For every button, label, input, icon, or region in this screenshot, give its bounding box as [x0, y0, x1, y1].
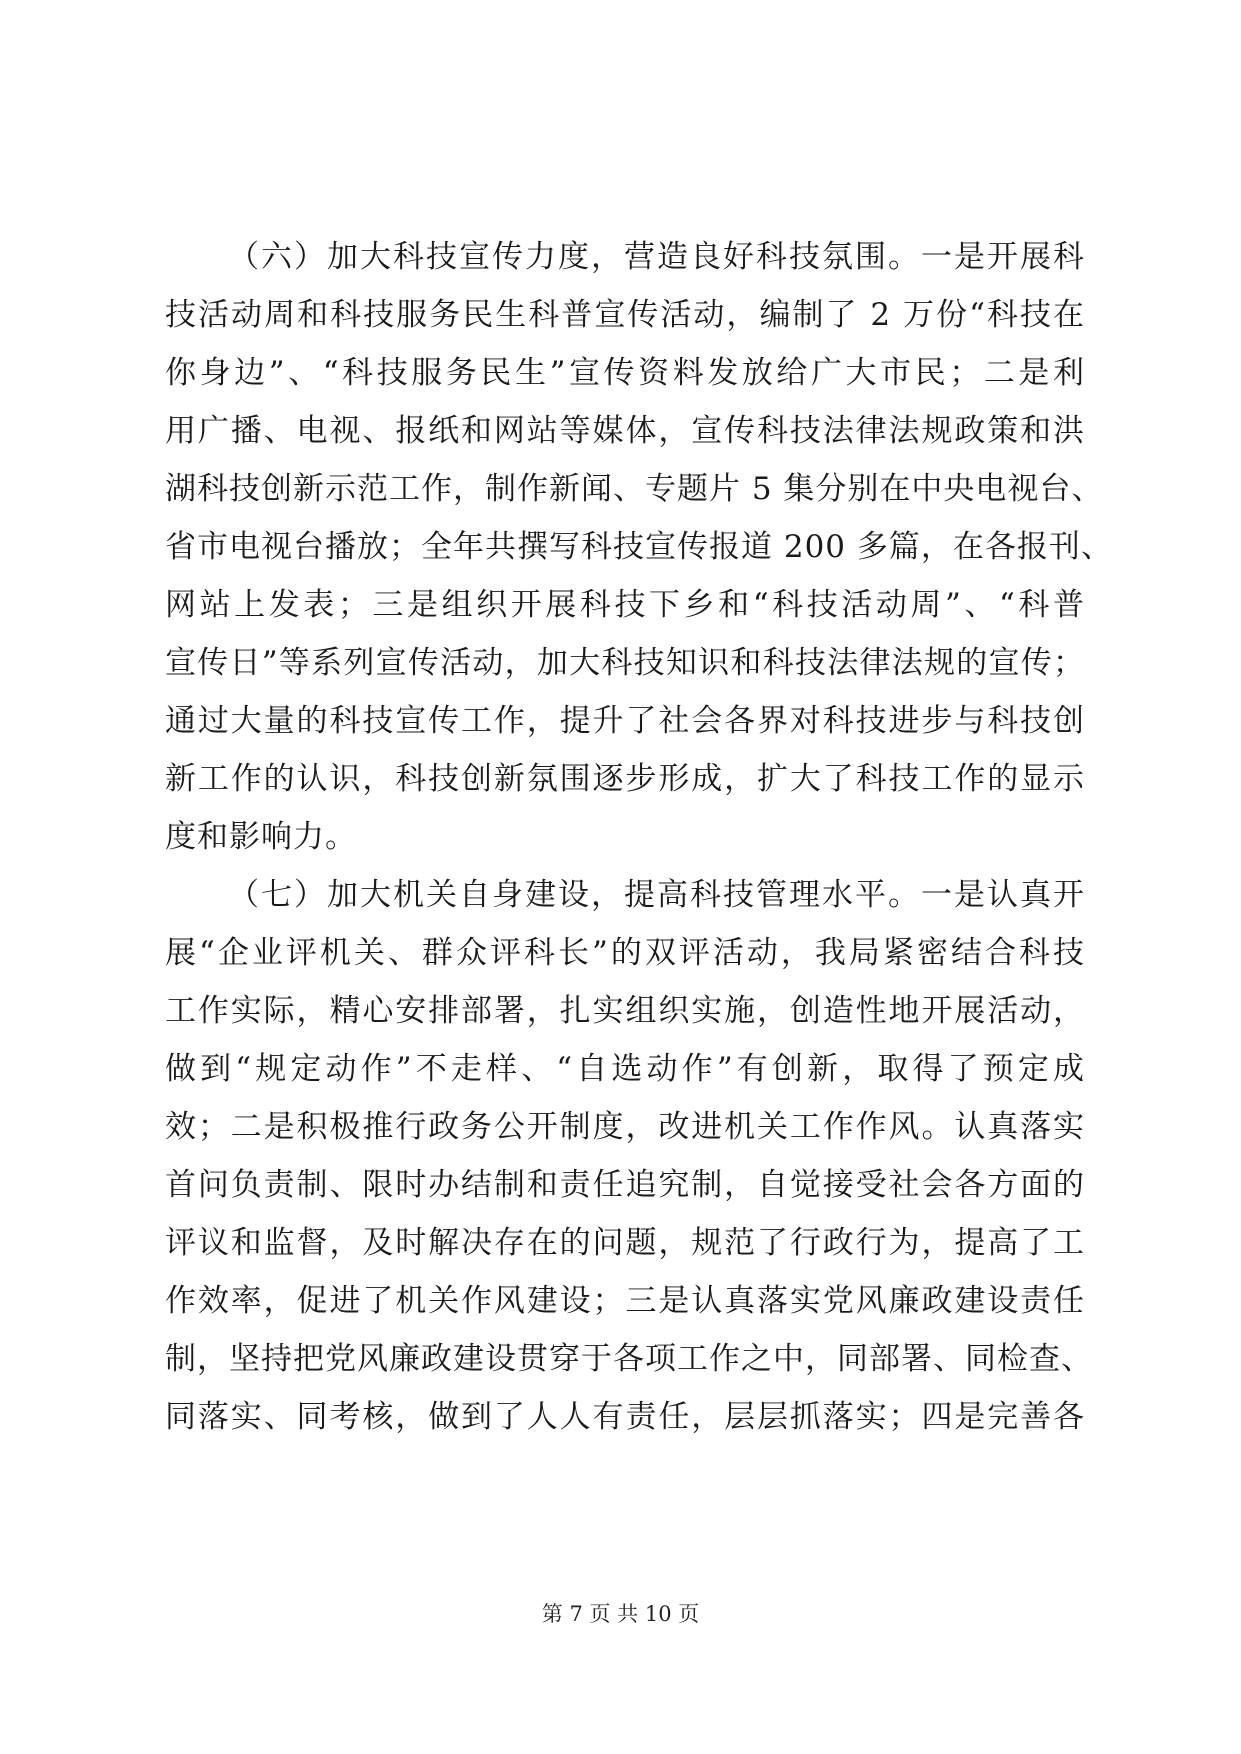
text-line: 通过大量的科技宣传工作，提升了社会各界对科技进步与科技创 — [165, 703, 1085, 739]
text-line: 你身边”、“科技服务民生”宣传资料发放给广大市民；二是利 — [165, 355, 1085, 391]
text-line: 度和影响力。 — [165, 819, 357, 855]
text-line: 同落实、同考核，做到了人人有责任，层层抓落实；四是完善各 — [165, 1399, 1085, 1435]
text-line: 首问负责制、限时办结制和责任追究制，自觉接受社会各方面的 — [165, 1167, 1085, 1203]
text-line: 新工作的认识，科技创新氛围逐步形成，扩大了科技工作的显示 — [165, 761, 1085, 797]
text-line: 工作实际，精心安排部署，扎实组织实施，创造性地开展活动， — [165, 993, 1085, 1029]
text-line: 技活动周和科技服务民生科普宣传活动，编制了 2 万份“科技在 — [165, 297, 1085, 333]
text-line: 省市电视台播放；全年共撰写科技宣传报道 200 多篇，在各报刊、 — [165, 529, 1113, 565]
text-line: 做到“规定动作”不走样、“自选动作”有创新，取得了预定成 — [165, 1051, 1085, 1087]
text-line: 效；二是积极推行政务公开制度，改进机关工作作风。认真落实 — [165, 1109, 1085, 1145]
text-line: （七）加大机关自身建设，提高科技管理水平。一是认真开 — [228, 877, 1085, 913]
text-line: 网站上发表；三是组织开展科技下乡和“科技活动周”、“科普 — [165, 587, 1085, 623]
text-line: 评议和监督，及时解决存在的问题，规范了行政行为，提高了工 — [165, 1225, 1085, 1261]
text-line: 展“企业评机关、群众评科长”的双评活动，我局紧密结合科技 — [165, 935, 1085, 971]
paragraph-seven — [165, 866, 1093, 1446]
text-line: 用广播、电视、报纸和网站等媒体，宣传科技法律法规政策和洪 — [165, 413, 1085, 449]
document-body — [165, 228, 1113, 1446]
page-number-footer: 第 7 页 共 10 页 — [541, 1602, 700, 1626]
text-line: 作效率，促进了机关作风建设；三是认真落实党风廉政建设责任 — [165, 1283, 1085, 1319]
text-line: （六）加大科技宣传力度，营造良好科技氛围。一是开展科 — [228, 239, 1085, 275]
paragraph-six — [165, 228, 1113, 866]
text-line: 宣传日”等系列宣传活动，加大科技知识和科技法律法规的宣传； — [165, 645, 1085, 681]
text-line: 制，坚持把党风廉政建设贯穿于各项工作之中，同部署、同检查、 — [165, 1341, 1093, 1377]
text-line: 湖科技创新示范工作，制作新闻、专题片 5 集分别在中央电视台、 — [165, 471, 1104, 507]
